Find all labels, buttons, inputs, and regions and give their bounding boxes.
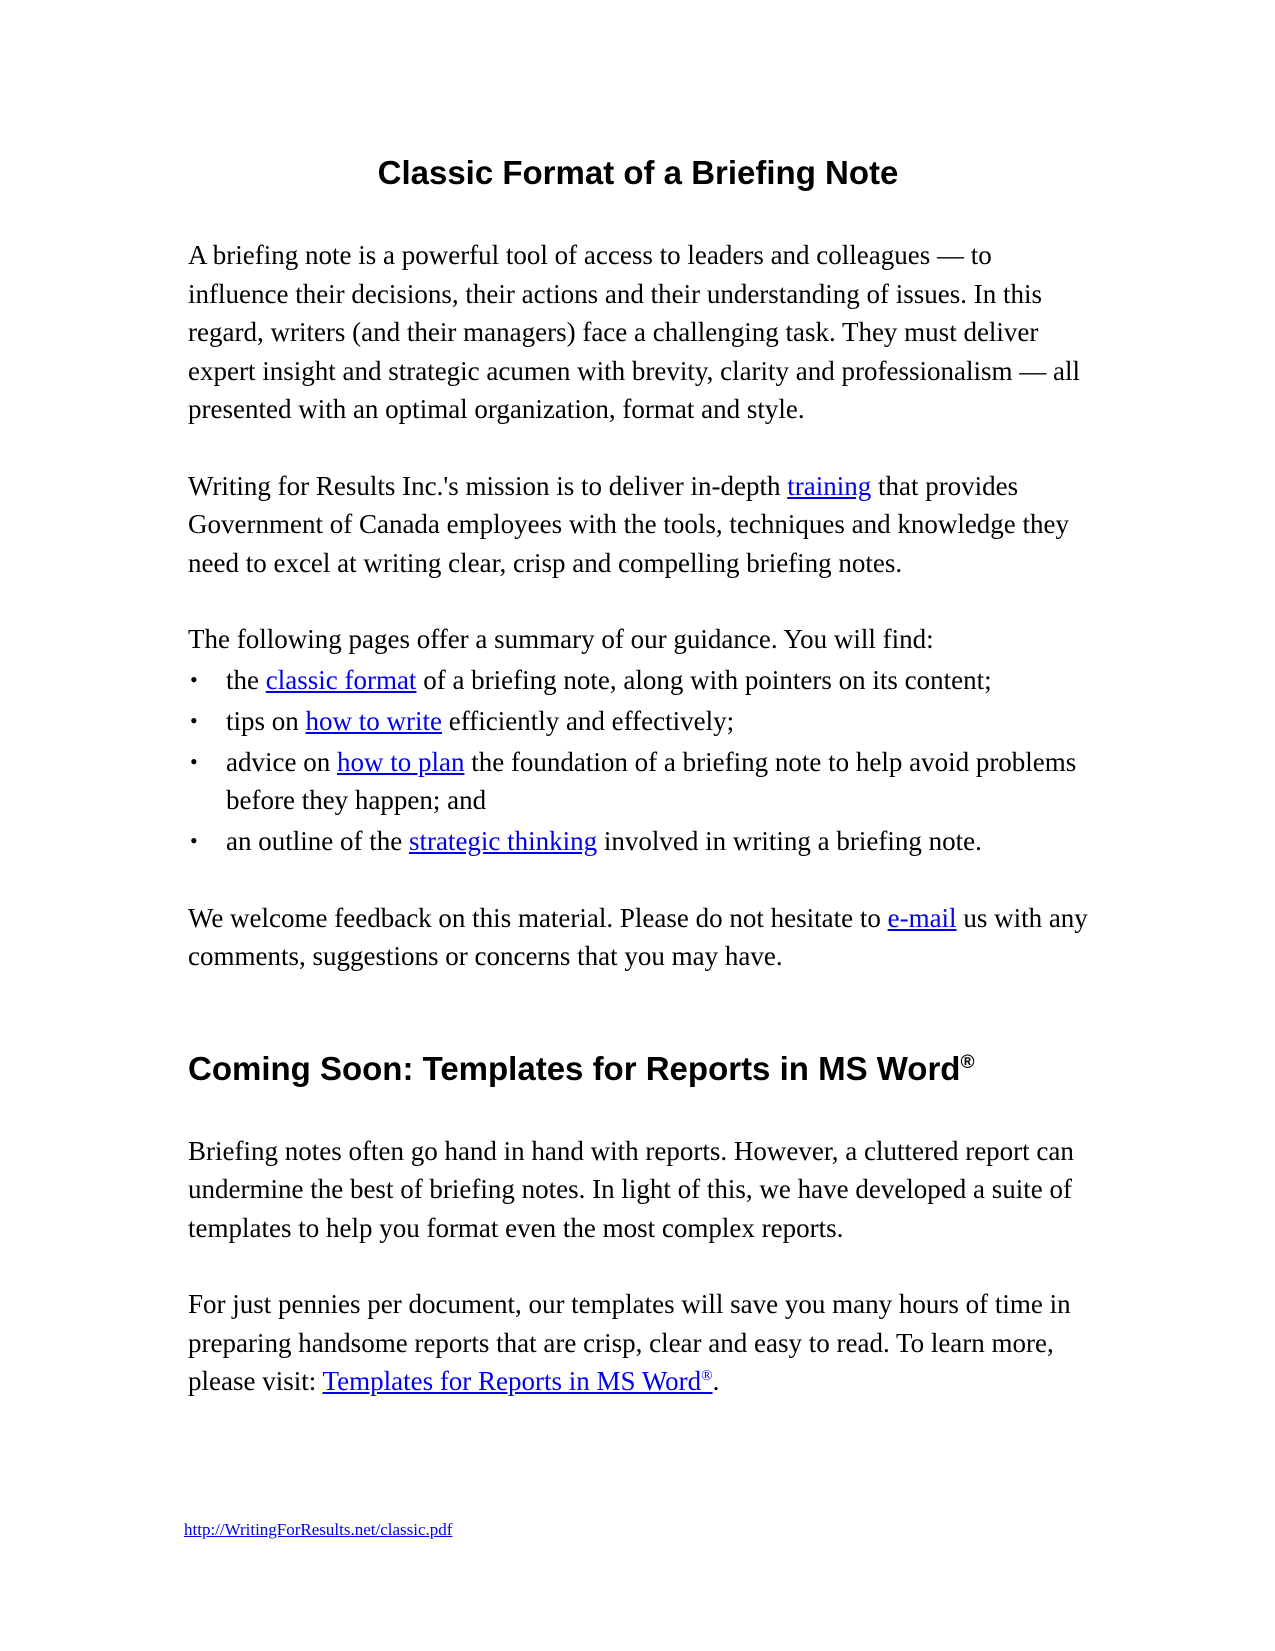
templates-link-text: Templates for Reports in MS Word bbox=[322, 1366, 702, 1396]
list-item-text-before: advice on bbox=[226, 746, 337, 777]
list-item-text-before: tips on bbox=[226, 705, 306, 736]
list-item-text-after: efficiently and effectively; bbox=[442, 705, 735, 736]
bullet-icon: • bbox=[190, 828, 198, 853]
registered-mark: ® bbox=[960, 1051, 975, 1073]
bullet-icon: • bbox=[190, 707, 198, 733]
section-heading-templates bbox=[188, 1046, 1088, 1092]
email-link[interactable]: e-mail bbox=[887, 902, 957, 933]
feedback-paragraph bbox=[188, 899, 1088, 976]
bullet-icon: • bbox=[190, 666, 198, 692]
how-to-write-link[interactable]: how to write bbox=[305, 705, 442, 736]
mission-paragraph bbox=[188, 467, 1088, 583]
list-item-text-before: the bbox=[226, 664, 266, 695]
strategic-thinking-link[interactable]: strategic thinking bbox=[408, 826, 598, 856]
bullet-icon: • bbox=[190, 748, 198, 774]
intro-paragraph: A briefing note is a powerful tool of access to leaders and colleagues — to influence their decisions, their actions and their understanding of issues. In this regard, writers (and their managers) face a challenging task. They must deliver expert insight and strategic acumen with brevity, clarity and professionalism — all presented with an optimal organization, format and style. bbox=[188, 240, 1081, 424]
list-item-text-before: an outline of the bbox=[226, 826, 409, 856]
section-heading-text: Coming Soon: Templates for Reports in MS Word bbox=[188, 1049, 961, 1087]
guidance-list bbox=[188, 661, 1088, 861]
list-item bbox=[188, 743, 1088, 820]
classic-format-link[interactable]: classic format bbox=[265, 664, 417, 695]
templates-visit-text-before: For just pennies per document, our templates will save you many hours of time in preparing handsome reports that are crisp, clear and easy to read. To learn more, please visit: bbox=[188, 1289, 1071, 1396]
page-title: Classic Format of a Briefing Note bbox=[377, 154, 899, 191]
feedback-text-before: We welcome feedback on this material. Please do not hesitate to bbox=[188, 902, 888, 933]
list-item-text-after: involved in writing a briefing note. bbox=[597, 826, 982, 856]
list-item-text-after: of a briefing note, along with pointers on its content; bbox=[416, 664, 992, 695]
how-to-plan-link[interactable]: how to plan bbox=[336, 746, 465, 777]
list-item bbox=[188, 822, 1088, 861]
templates-link[interactable] bbox=[323, 1366, 713, 1396]
mission-text-before: Writing for Results Inc.'s mission is to deliver in-depth bbox=[188, 470, 788, 501]
footer-url-link[interactable]: http://WritingForResults.net/classic.pdf bbox=[184, 1520, 453, 1539]
templates-visit-text-after: . bbox=[712, 1366, 720, 1396]
list-item-text-after: the foundation of a briefing note to help avoid problems before they happen; and bbox=[226, 746, 1077, 815]
list-item bbox=[188, 702, 1088, 741]
registered-mark: ® bbox=[701, 1368, 713, 1384]
guidance-intro: The following pages offer a summary of our guidance. You will find: bbox=[188, 624, 934, 654]
list-item bbox=[188, 661, 1088, 700]
training-link[interactable]: training bbox=[787, 470, 872, 501]
mission-text-after: that provides Government of Canada employees with the tools, techniques and knowledge they need to excel at writing clear, crisp and compelling briefing notes. bbox=[188, 470, 1070, 578]
templates-paragraph: Briefing notes often go hand in hand with reports. However, a cluttered report can undermine the best of briefing notes. In light of this, we have developed a suite of templates to help you format even the most complex reports. bbox=[188, 1135, 1074, 1243]
feedback-text-after: us with any comments, suggestions or concerns that you may have. bbox=[188, 902, 1088, 971]
templates-visit-paragraph bbox=[188, 1285, 1088, 1401]
document-content bbox=[188, 150, 1088, 1439]
